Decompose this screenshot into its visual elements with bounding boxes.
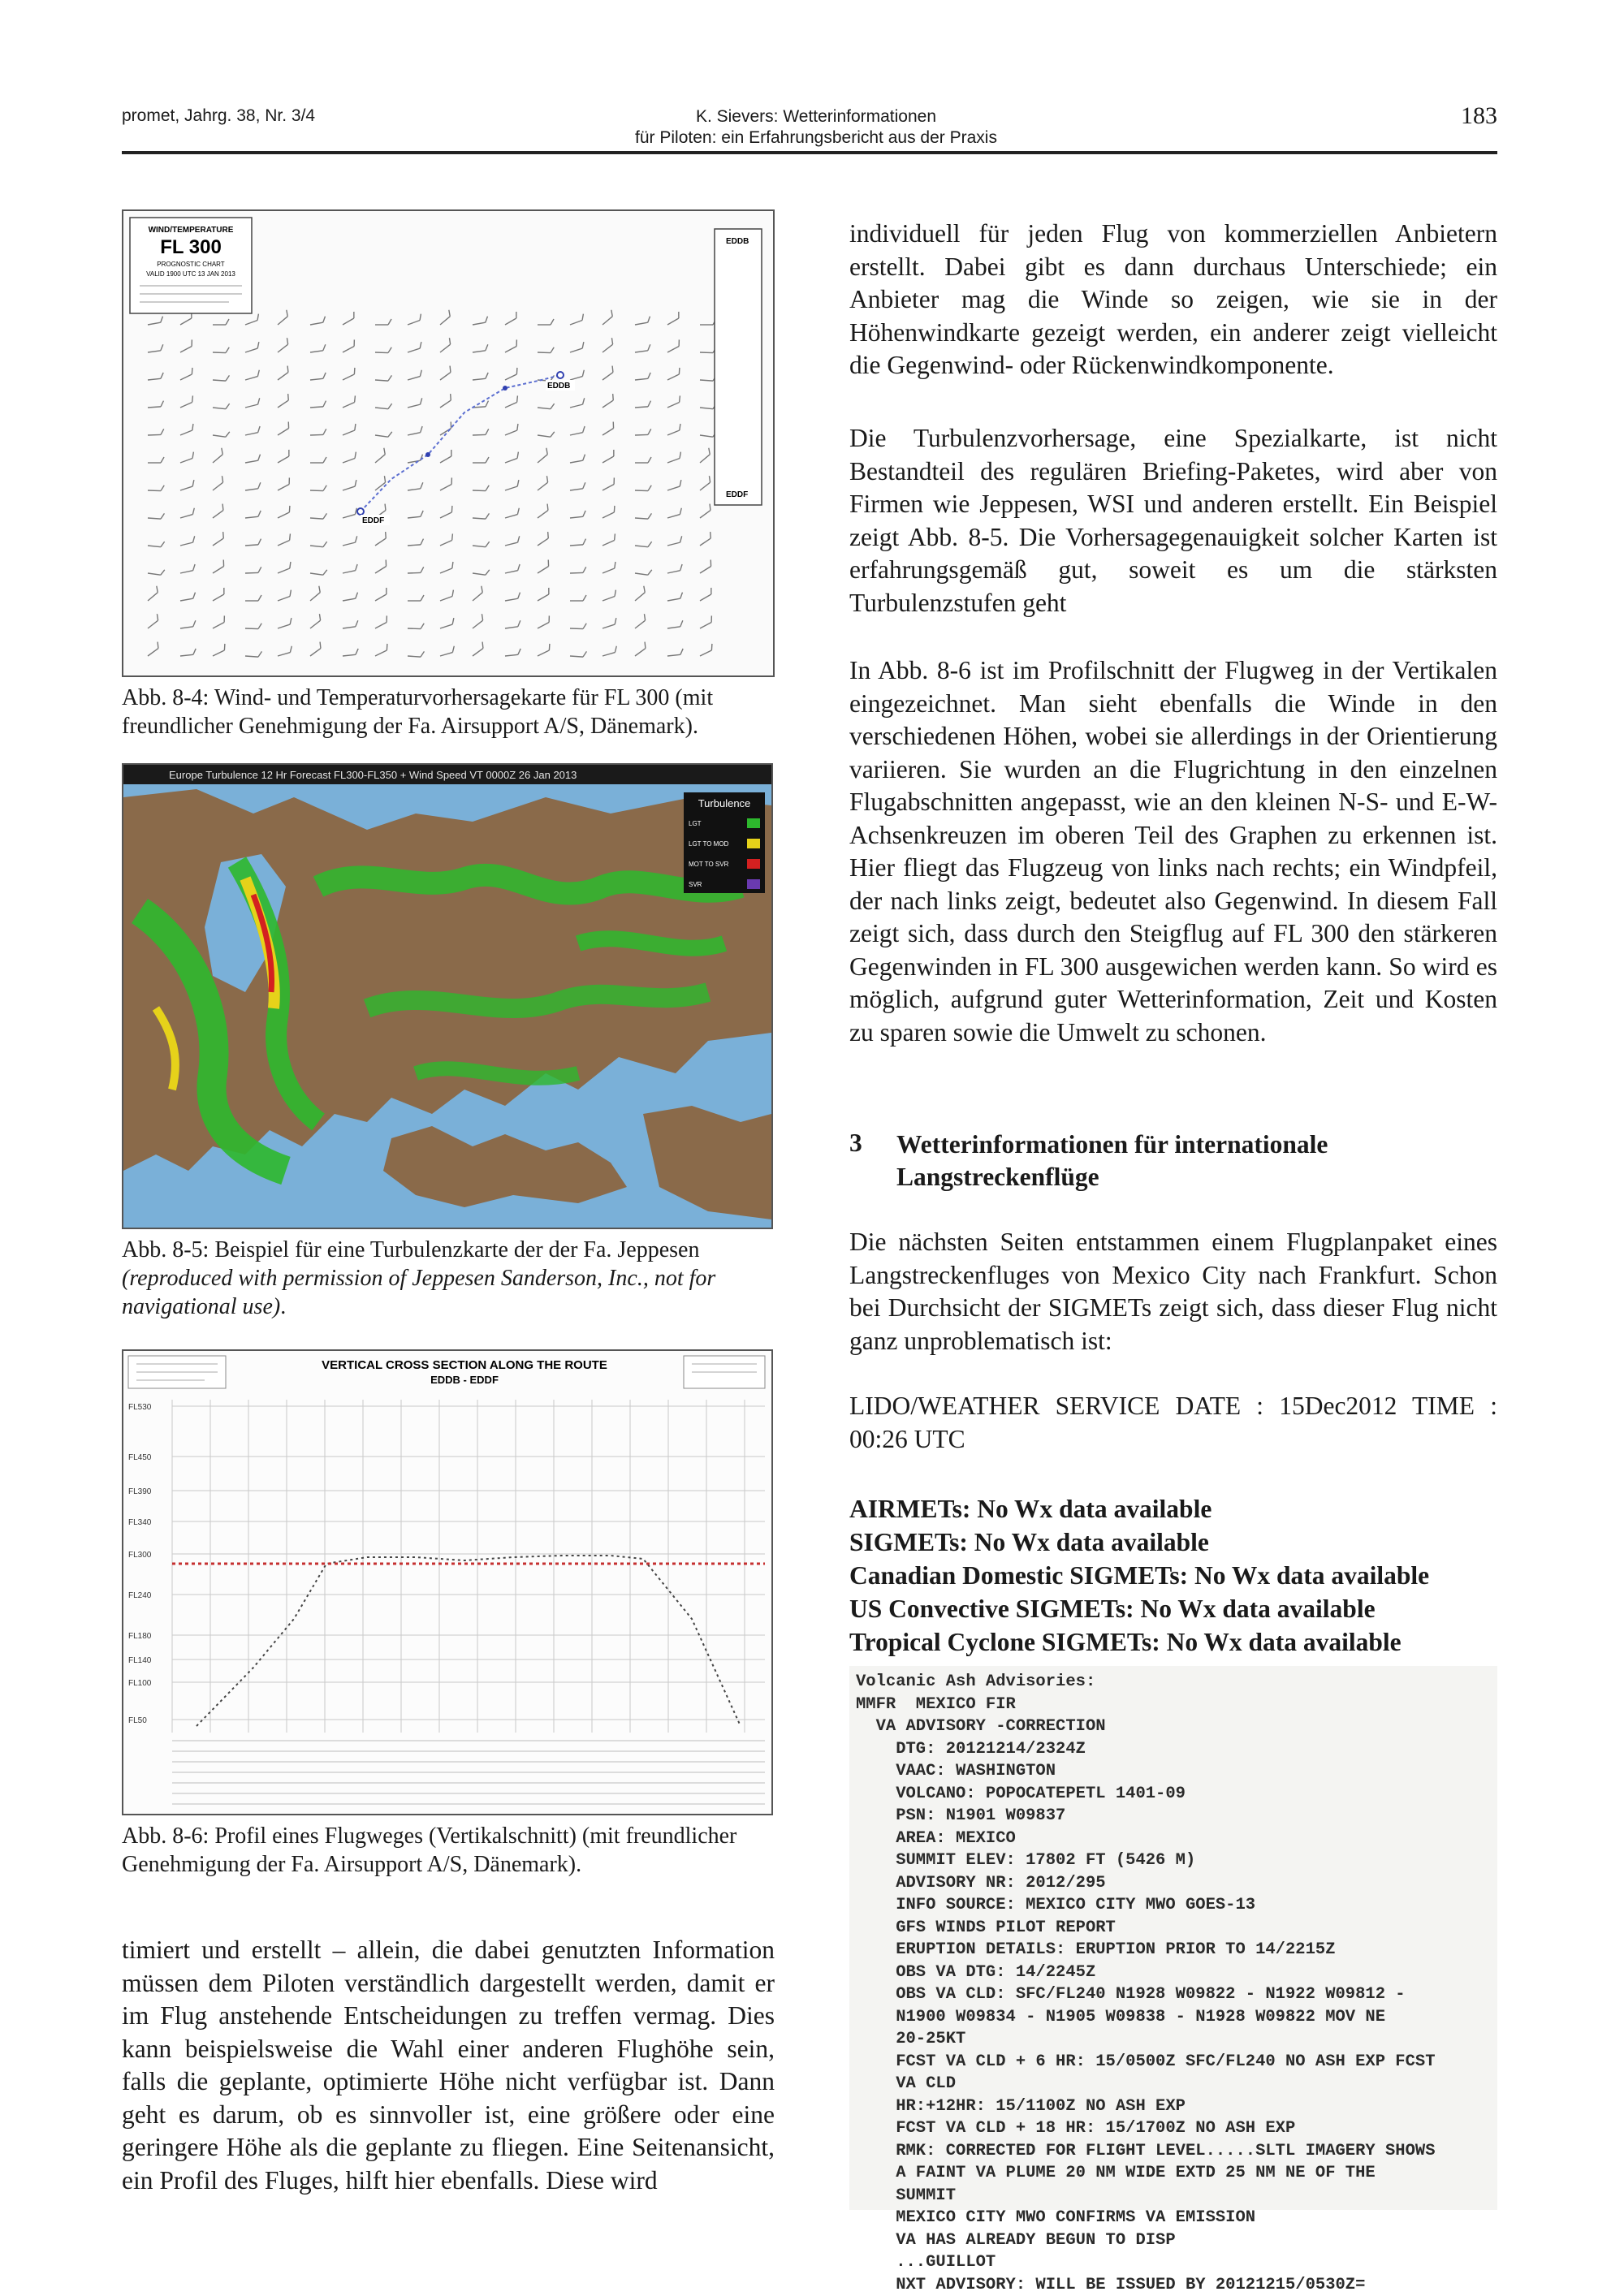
figure-wind-temperature-chart: [122, 209, 775, 677]
flight-level-label: FL50: [128, 1716, 147, 1725]
flight-level-label: FL100: [128, 1679, 152, 1688]
advisory-line: VA CLD: [856, 2073, 1497, 2095]
canadian-sigmets-line: Canadian Domestic SIGMETs: No Wx data available: [849, 1559, 1497, 1592]
running-title: [536, 106, 1096, 149]
turbulence-map-banner: Europe Turbulence 12 Hr Forecast FL300-FL350 + Wind Speed VT 0000Z 26 Jan 2013: [169, 769, 577, 781]
advisory-line: A FAINT VA PLUME 20 NM WIDE EXTD 25 NM NE OF THE: [856, 2162, 1497, 2185]
advisory-line: RMK: CORRECTED FOR FLIGHT LEVEL.....SLTL IMAGERY SHOWS: [856, 2140, 1497, 2163]
volcanic-ash-advisory: [849, 1666, 1497, 2210]
section-number: 3: [849, 1129, 862, 1158]
right-paragraph-3: In Abb. 8-6 ist im Profilschnitt der Flugweg in der Vertikalen eingezeichnet. Man sieht ebenfalls die Winde in den verschiedenen Höhen, wobei sie allerdings in der Orientierung variieren. Sie wurden an die Flugrichtung in den einzelnen Flugabschnitten angepasst, wie an den kleinen N-S- und E-W-Achsenkreuzen im oberen Teil des Graphen zu erkennen ist. Hier fliegt das Flugzeug von links nach rechts; ein Windpfeil, der nach links zeigt, bedeutet also Gegenwind. In diesem Fall zeigt sich, dass durch den Steigflug auf FL 300 den stärkeren Gegenwinden in FL 300 ausgewichen werden kann. So wird es möglich, aufgrund guter Wetterinformation, Zeit und Kosten zu sparen sowie die Umwelt zu schonen.: [849, 654, 1497, 1049]
running-title-line2: für Piloten: ein Erfahrungsbericht aus der Praxis: [536, 127, 1096, 149]
legend-item-svr: SVR: [689, 881, 702, 888]
right-paragraph-2: Die Turbulenzvorhersage, eine Spezialkarte, ist nicht Bestandteil des regulären Briefing-Paketes, wird aber von Firmen wie Jeppesen, WSI und anderen erstellt. Ein Beispiel zeigt Abb. 8-5. Die Vorhersagegenauigkeit solcher Karten ist erfahrungsgemäß gut, soweit es um die stärksten Turbulenzstufen geht: [849, 422, 1497, 619]
advisory-line: VOLCANO: POPOCATEPETL 1401-09: [856, 1783, 1497, 1806]
advisory-line: INFO SOURCE: MEXICO CITY MWO GOES-13: [856, 1894, 1497, 1917]
caption-figure-8-5: [122, 1236, 775, 1321]
left-body-paragraph: timiert und erstellt – allein, die dabei genutzten Information müssen dem Piloten verständlich dargestellt werden, damit er im Flug anstehende Entscheidungen zu treffen vermag. Dies kann beispielsweise die Wahl einer anderen Flughöhe sein, falls die geplante, optimierte Höhe nicht verfügbar ist. Dann geht es darum, ob es sinnvoller ist, eine größere oder eine geringere Höhe als die geplante zu fliegen. Eine Seitenansicht, ein Profil des Fluges, hilft hier ebenfalls. Diese wird: [122, 1934, 775, 2197]
advisory-line: ERUPTION DETAILS: ERUPTION PRIOR TO 14/2215Z: [856, 1939, 1497, 1962]
advisory-line: PSN: N1901 W09837: [856, 1805, 1497, 1828]
legend-label-eddb: EDDB: [726, 237, 749, 246]
advisory-line: N1900 W09834 - N1905 W09838 - N1928 W09822 MOV NE: [856, 2006, 1497, 2029]
figure-turbulence-map: [122, 763, 773, 1229]
airmets-line: AIRMETs: No Wx data available: [849, 1492, 1497, 1526]
legend-label-eddf: EDDF: [726, 490, 748, 499]
caption-8-5-text: Abb. 8-5: Beispiel für eine Turbulenzkarte der der Fa. Jeppesen: [122, 1237, 699, 1262]
wind-chart-title2: FL 300: [160, 236, 222, 258]
wind-chart-valid: VALID 1900 UTC 13 JAN 2013: [146, 270, 235, 278]
flight-level-label: FL530: [128, 1403, 152, 1412]
advisory-line: SUMMIT ELEV: 17802 FT (5426 M): [856, 1849, 1497, 1872]
journal-reference: promet, Jahrg. 38, Nr. 3/4: [122, 106, 315, 126]
caption-figure-8-4: Abb. 8-4: Wind- und Temperaturvorhersagekarte für FL 300 (mit freundlicher Genehmigung der Fa. Airsupport A/S, Dänemark).: [122, 684, 775, 740]
route-label-eddf: EDDF: [362, 516, 384, 525]
cross-section-title: VERTICAL CROSS SECTION ALONG THE ROUTE: [322, 1358, 607, 1372]
section-paragraph: Die nächsten Seiten entstammen einem Flugplanpaket eines Langstreckenfluges von Mexico City nach Frankfurt. Schon bei Durchsicht der SIGMETs zeigt sich, dass dieser Flug nicht ganz unproblematisch ist:: [849, 1226, 1497, 1357]
advisory-line: SUMMIT: [856, 2185, 1497, 2208]
advisory-line: ADVISORY NR: 2012/295: [856, 1872, 1497, 1895]
caption-figure-8-6: Abb. 8-6: Profil eines Flugweges (Vertikalschnitt) (mit freundlicher Genehmigung der Fa. Airsupport A/S, Dänemark).: [122, 1822, 775, 1879]
turbulence-map-graphic: [123, 765, 771, 1228]
running-title-line1: K. Sievers: Wetterinformationen: [536, 106, 1096, 127]
advisory-line: 20-25KT: [856, 2028, 1497, 2051]
figure-vertical-cross-section: [122, 1349, 773, 1815]
caption-8-5-end: .: [280, 1294, 286, 1319]
advisory-line: HR:+12HR: 15/1100Z NO ASH EXP: [856, 2095, 1497, 2118]
advisory-line: OBS VA DTG: 14/2245Z: [856, 1962, 1497, 1984]
sigmet-summary: [849, 1492, 1497, 1659]
legend-item-lgt-mod: LGT TO MOD: [689, 840, 729, 848]
advisory-line: DTG: 20121214/2324Z: [856, 1738, 1497, 1761]
advisory-line: GFS WINDS PILOT REPORT: [856, 1917, 1497, 1940]
cross-section-route: EDDB - EDDF: [430, 1374, 499, 1386]
wind-chart-title1: WIND/TEMPERATURE: [149, 226, 234, 235]
advisory-line: FCST VA CLD + 6 HR: 15/0500Z SFC/FL240 NO ASH EXP FCST: [856, 2051, 1497, 2074]
flight-level-label: FL300: [128, 1551, 152, 1560]
page-number: 183: [1461, 102, 1497, 130]
advisory-line: OBS VA CLD: SFC/FL240 N1928 W09822 - N1922 W09812 -: [856, 1983, 1497, 2006]
advisory-line: VA ADVISORY -CORRECTION: [856, 1716, 1497, 1738]
advisory-line: MEXICO CITY MWO CONFIRMS VA EMISSION: [856, 2207, 1497, 2229]
legend-item-mod-svr: MOT TO SVR: [689, 861, 729, 868]
advisory-line: MMFR MEXICO FIR: [856, 1694, 1497, 1716]
advisory-line: ...GUILLOT: [856, 2251, 1497, 2274]
advisory-line: Volcanic Ash Advisories:: [856, 1671, 1497, 1694]
advisory-line: FCST VA CLD + 18 HR: 15/1700Z NO ASH EXP: [856, 2117, 1497, 2140]
turbulence-legend: [684, 792, 765, 893]
cross-section-graphic: [123, 1351, 771, 1814]
legend-title: Turbulence: [698, 797, 751, 809]
route-label-eddb: EDDB: [547, 382, 570, 391]
header-rule: [122, 151, 1497, 154]
flight-level-label: FL180: [128, 1632, 152, 1641]
wind-chart-graphic: [123, 211, 773, 675]
advisory-line: AREA: MEXICO: [856, 1828, 1497, 1850]
flight-level-label: FL390: [128, 1487, 152, 1496]
advisory-line: VAAC: WASHINGTON: [856, 1760, 1497, 1783]
caption-8-5-italic: (reproduced with permission of Jeppesen Sanderson, Inc., not for navigational use): [122, 1266, 715, 1319]
flight-level-label: FL240: [128, 1591, 152, 1600]
legend-item-lgt: LGT: [689, 820, 702, 827]
tropical-cyclone-sigmets-line: Tropical Cyclone SIGMETs: No Wx data available: [849, 1625, 1497, 1659]
flight-level-label: FL140: [128, 1656, 152, 1665]
advisory-line: NXT ADVISORY: WILL BE ISSUED BY 20121215/0530Z=: [856, 2274, 1497, 2296]
section-heading: Wetterinformationen für internationale Langstreckenflüge: [896, 1129, 1497, 1193]
right-paragraph-1: individuell für jeden Flug von kommerziellen Anbietern erstellt. Dabei gibt es dann durchaus Unterschiede; ein Anbieter mag die Winde so zeigen, wie sie in der Höhenwindkarte gezeigt werden, ein anderer zeigt vielleicht die Gegenwind- oder Rückenwindkomponente.: [849, 218, 1497, 382]
advisory-line: VA HAS ALREADY BEGUN TO DISP: [856, 2229, 1497, 2252]
lido-line: LIDO/WEATHER SERVICE DATE : 15Dec2012 TIME : 00:26 UTC: [849, 1390, 1497, 1456]
sigmets-line: SIGMETs: No Wx data available: [849, 1526, 1497, 1559]
flight-level-label: FL450: [128, 1453, 152, 1462]
flight-level-label: FL340: [128, 1518, 152, 1527]
us-convective-sigmets-line: US Convective SIGMETs: No Wx data available: [849, 1592, 1497, 1625]
wind-chart-subtitle: PROGNOSTIC CHART: [157, 261, 225, 268]
